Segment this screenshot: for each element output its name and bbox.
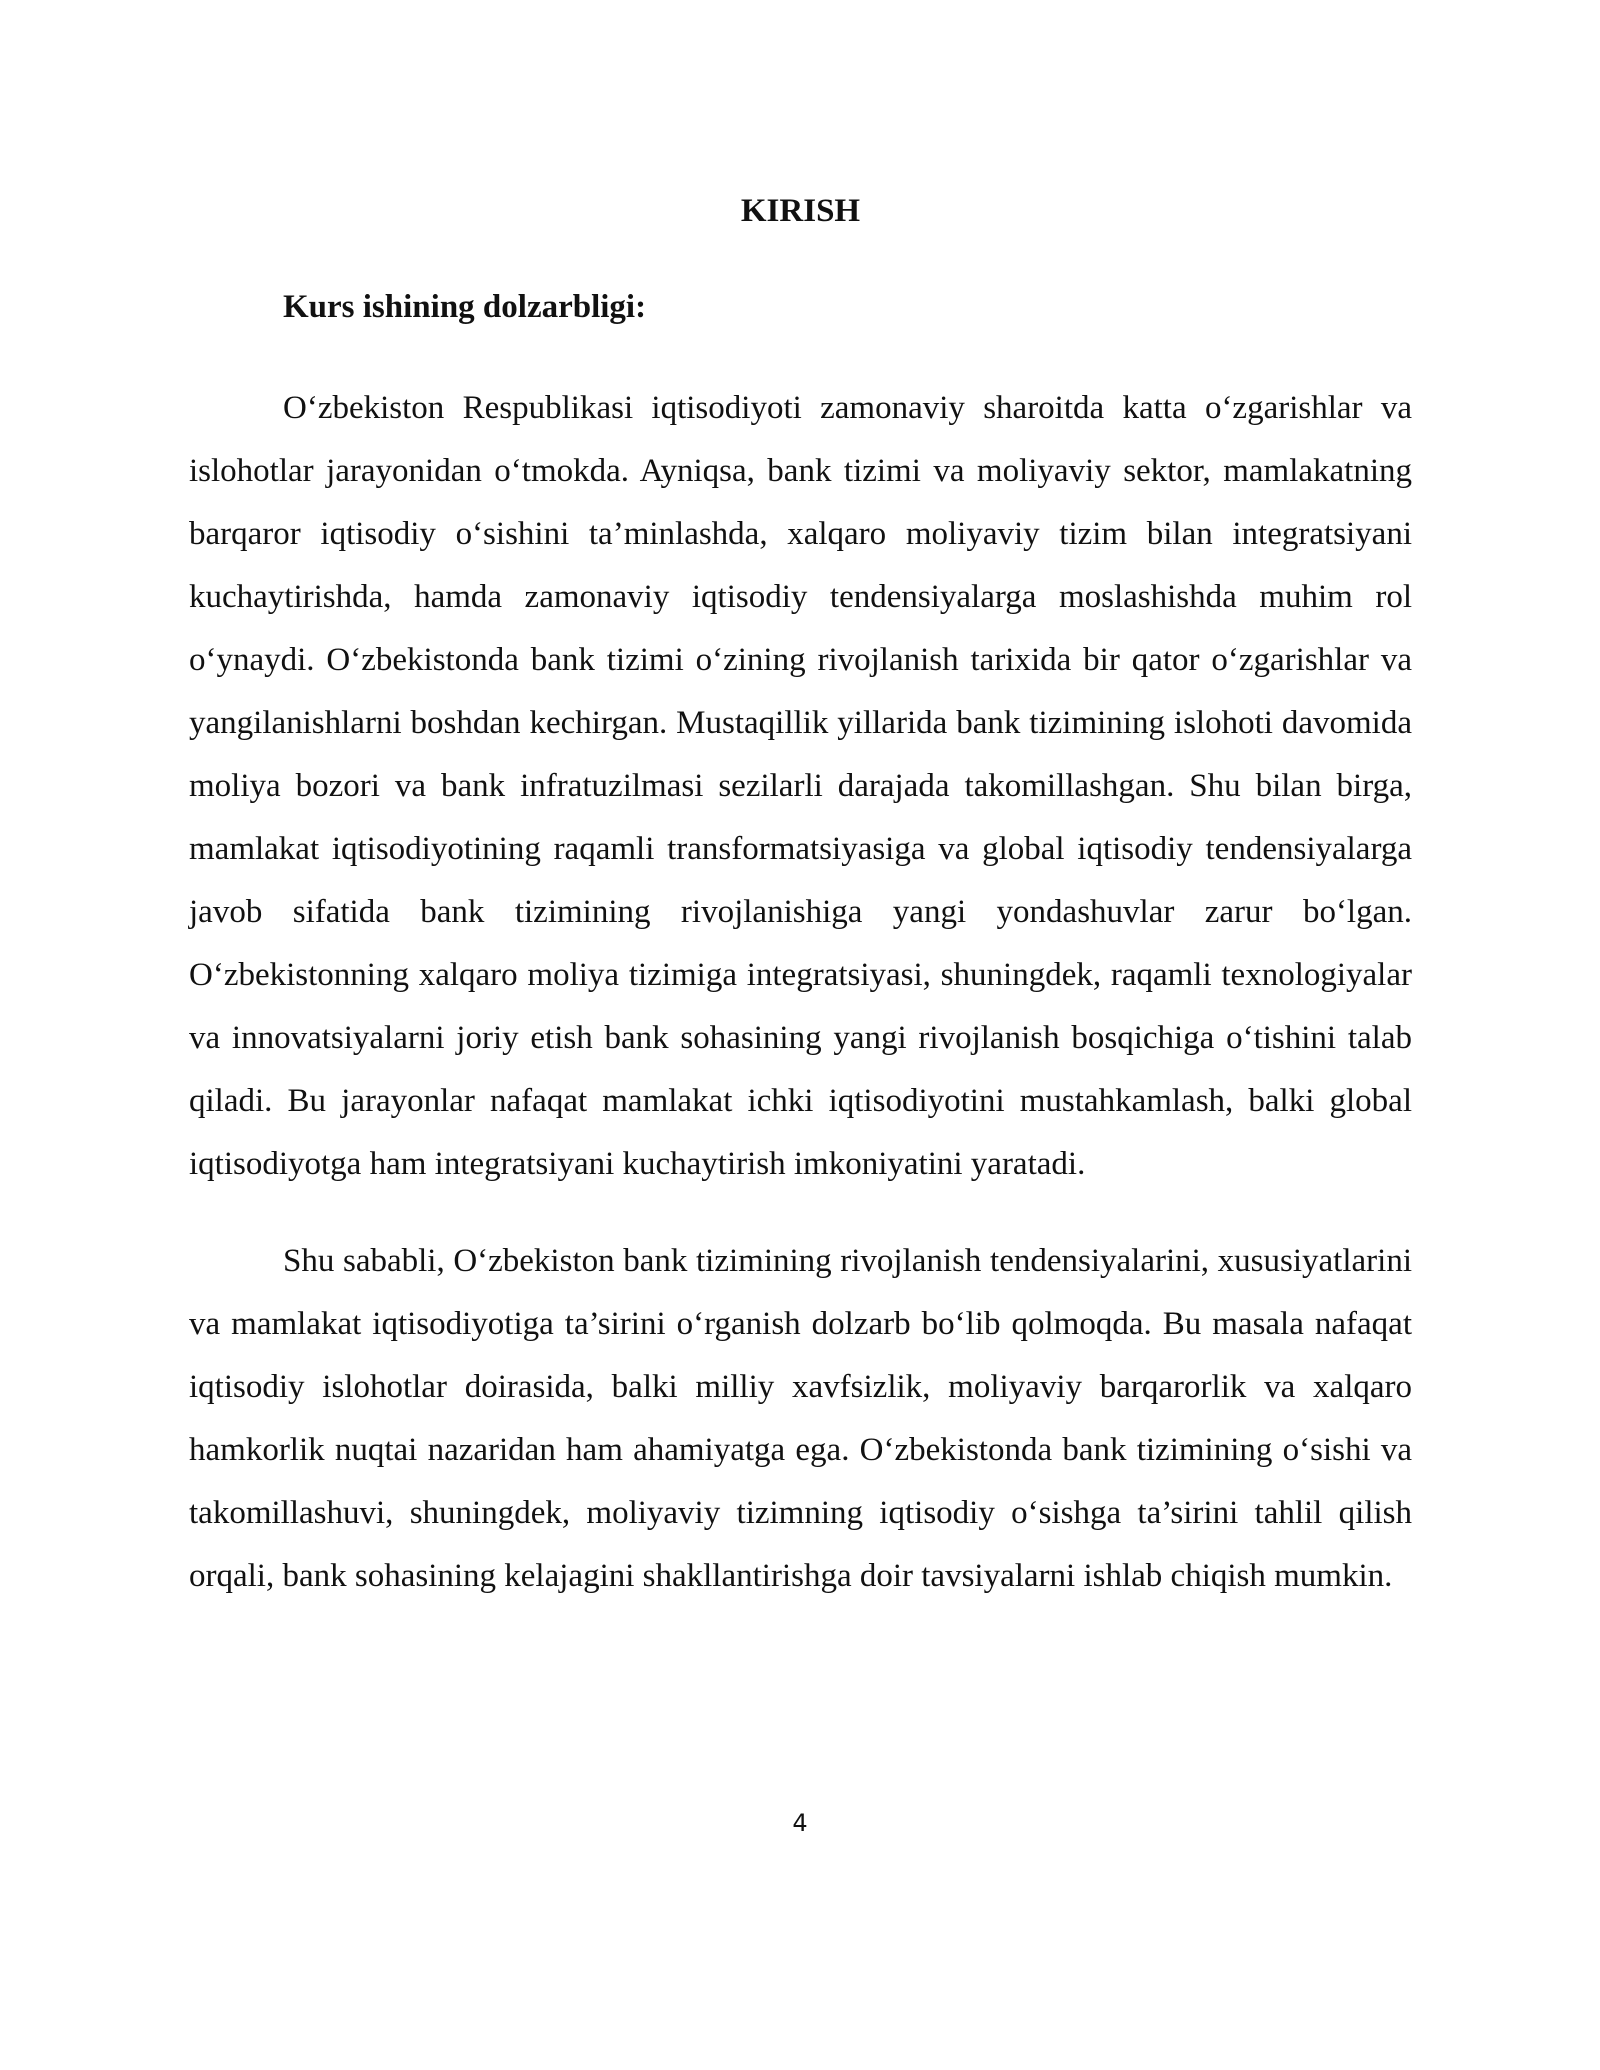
body-paragraph-2: Shu sababli, O‘zbekiston bank tizimining rivojlanish tendensiyalarini, xususiyatlarini va mamlakat iqtisodiyotiga ta’sirini o‘rganish dolzarb bo‘lib qolmoqda. Bu masala nafaqat iqtisodiy islohotlar doirasida, balki milliy xavfsizlik, moliyaviy barqarorlik va xalqaro hamkorlik nuqtai nazaridan ham ahamiyatga ega. O‘zbekistonda bank tizimining o‘sishi va takomillashuvi, shuningdek, moliyaviy tizimning iqtisodiy o‘sishga ta’sirini tahlil qilish orqali, bank sohasining kelajagini shakllantirishga doir tavsiyalarni ishlab chiqish mumkin. xyxy=(189,1243,1412,1594)
page-content xyxy=(189,185,1412,1642)
page-title: KIRISH xyxy=(740,193,861,229)
section-heading: Kurs ishining dolzarbligi: xyxy=(283,289,647,325)
body-paragraph-1: O‘zbekiston Respublikasi iqtisodiyoti zamonaviy sharoitda katta o‘zgarishlar va islohotlar jarayonidan o‘tmokda. Ayniqsa, bank tizimi va moliyaviy sektor, mamlakatning barqaror iqtisodiy o‘sishini ta’minlashda, xalqaro moliyaviy tizim bilan integratsiyani kuchaytirishda, hamda zamonaviy iqtisodiy tendensiyalarga moslashishda muhim rol o‘ynaydi. O‘zbekistonda bank tizimi o‘zining rivojlanish tarixida bir qator o‘zgarishlar va yangilanishlarni boshdan kechirgan. Mustaqillik yillarida bank tizimining islohoti davomida moliya bozori va bank infratuzilmasi sezilarli darajada takomillashgan. Shu bilan birga, mamlakat iqtisodiyotining raqamli transformatsiyasiga va global iqtisodiy tendensiyalarga javob sifatida bank tizimining rivojlanishiga yangi yondashuvlar zarur bo‘lgan. O‘zbekistonning xalqaro moliya tizimiga integratsiyasi, shuningdek, raqamli texnologiyalar va innovatsiyalarni joriy etish bank sohasining yangi rivojlanish bosqichiga o‘tishini talab qiladi. Bu jarayonlar nafaqat mamlakat ichki iqtisodiyotini mustahkamlash, balki global iqtisodiyotga ham integratsiyani kuchaytirish imkoniyatini yaratadi. xyxy=(189,390,1412,1182)
page-number: 4 xyxy=(792,1809,808,1837)
